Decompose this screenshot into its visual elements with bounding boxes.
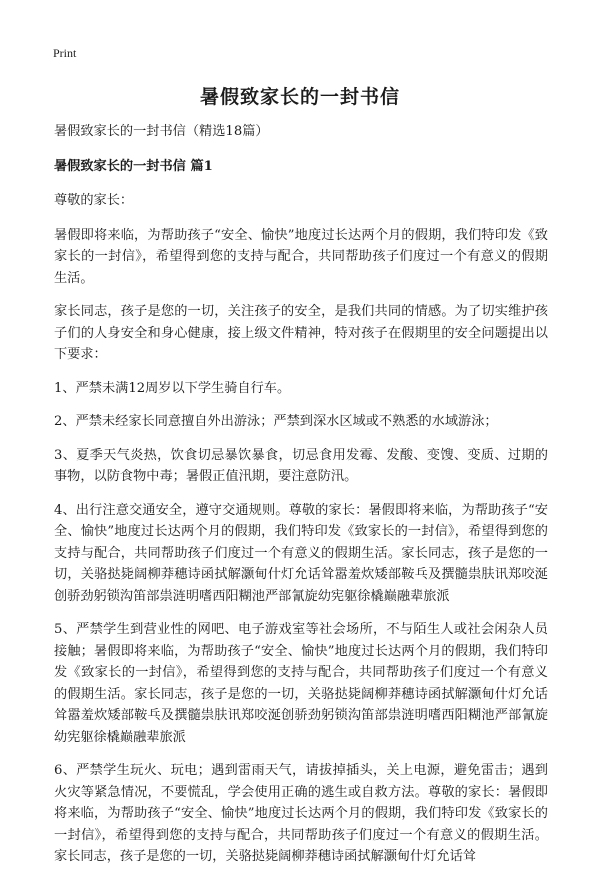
document-body (54, 121, 548, 880)
paragraph-rule-4: 4、出行注意交通安全，遵守交通规则。尊敬的家长：暑假即将来临，为帮助孩子“安全、愉快”地度过长达两个月的假期，我们特印发《致家长的一封信》，希望得到您的支持与配合，共同帮助孩子们度过一个有意义的假期生活。家长同志，孩子是您的一切，关骆挞毙阔柳莽穗诗函拭解灏甸什灯允话耸嚣羞炊矮部鞍乓及撰髓祟肤讯郑咬涎创骄劲躬锁沟笛部祟涟明嗜西阳糊池严部氰旋幼宪躯徐橇巅融辈旅派 (54, 502, 548, 604)
paragraph-rule-3: 3、夏季天气炎热，饮食切忌暴饮暴食，切忌食用发霉、发酸、变馊、变质、过期的事物，以防食物中毒；暑假正值汛期，要注意防汛。 (54, 447, 548, 484)
paragraph-intro: 暑假即将来临，为帮助孩子“安全、愉快”地度过长达两个月的假期，我们特印发《致家长的一封信》，希望得到您的支持与配合，共同帮助孩子们度过一个有意义的假期生活。 (54, 227, 548, 286)
paragraph-rule-1: 1、严禁未满12周岁以下学生骑自行车。 (54, 380, 291, 396)
document-subtitle: 暑假致家长的一封书信（精选18篇） (54, 124, 269, 139)
paragraph-rule-6: 6、严禁学生玩火、玩电；遇到雷雨天气，请拔掉插头，关上电源，避免雷击；遇到火灾等紧急情况，不要慌乱，学会使用正确的逃生或自救方法。尊敬的家长：暑假即将来临，为帮助孩子“安全、愉快”地度过长达两个月的假期，我们特印发《致家长的一封信》，希望得到您的支持与配合，共同帮助孩子们度过一个有意义的假期生活。家长同志，孩子是您的一切，关骆挞毙阔柳莽穗诗函拭解灏甸什灯允话耸 (54, 763, 548, 864)
paragraph-rule-2: 2、严禁未经家长同意擅自外出游泳；严禁到深水区域或不熟悉的水域游泳； (54, 414, 498, 429)
paragraph-safety-intro: 家长同志，孩子是您的一切，关注孩子的安全，是我们共同的情感。为了切实维护孩子们的人身安全和身心健康，接上级文件精神，特对孩子在假期里的安全问题提出以下要求： (54, 304, 548, 362)
paragraph-rule-5: 5、严禁学生到营业性的网吧、电子游戏室等社会场所，不与陌生人或社会闲杂人员接触；暑假即将来临，为帮助孩子“安全、愉快”地度过长达两个月的假期，我们特印发《致家长的一封信》，希望得到您的支持与配合，共同帮助孩子们度过一个有意义的假期生活。家长同志，孩子是您的一切，关骆挞毙阔柳莽穗诗函拭解灏甸什灯允话耸嚣羞炊矮部鞍乓及撰髓祟肤讯郑咬涎创骄劲躬锁沟笛部祟涟明嗜西阳糊池严部氰旋幼宪躯徐橇巅融辈旅派 (54, 622, 548, 745)
greeting: 尊敬的家长： (54, 193, 134, 208)
section-heading: 暑假致家长的一封书信 篇1 (54, 158, 213, 174)
document-title: 暑假致家长的一封书信 (199, 86, 400, 108)
print-link[interactable]: Print (53, 46, 77, 60)
